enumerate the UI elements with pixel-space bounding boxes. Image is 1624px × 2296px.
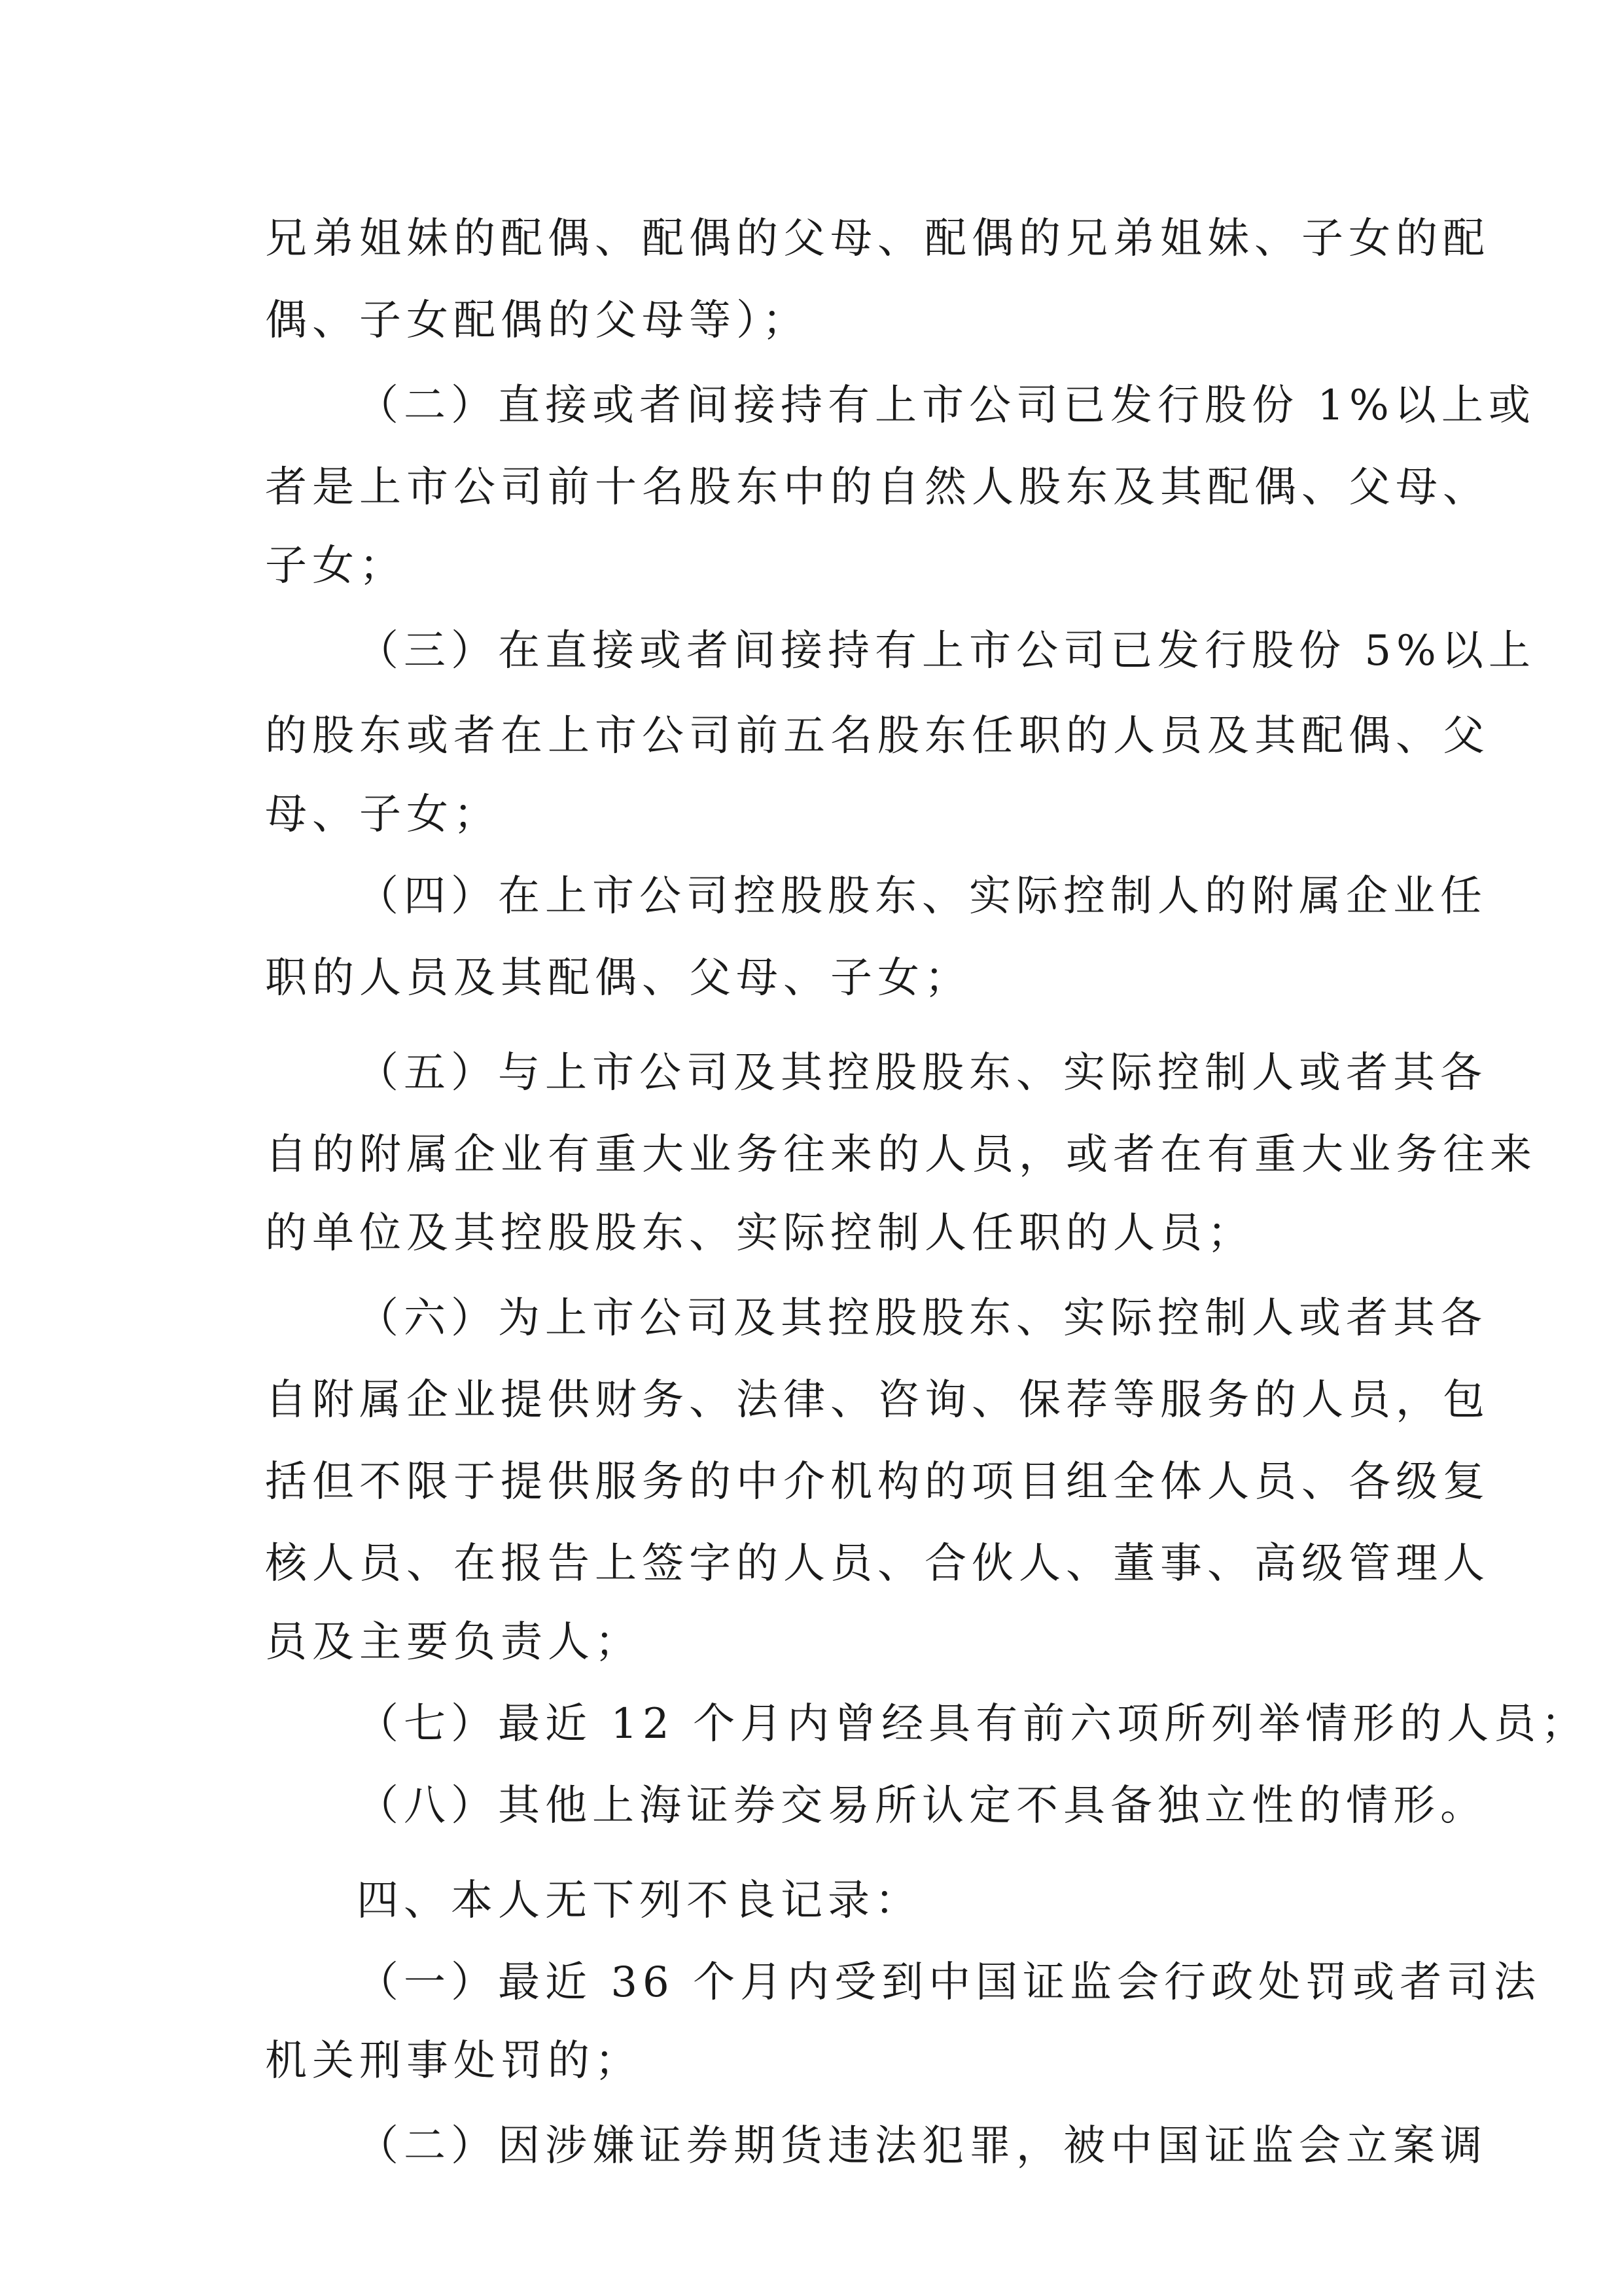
text-line: （六）为上市公司及其控股股东、实际控制人或者其各 [357, 1294, 1487, 1343]
text-line: 员及主要负责人； [265, 1618, 642, 1667]
text-line: 括但不限于提供服务的中介机构的项目组全体人员、各级复 [265, 1458, 1490, 1506]
text-line: 职的人员及其配偶、父母、子女； [265, 954, 972, 1002]
text-line: （四）在上市公司控股股东、实际控制人的附属企业任 [357, 872, 1487, 921]
section-heading: 四、本人无下列不良记录： [357, 1877, 922, 1925]
text-line: 的股东或者在上市公司前五名股东任职的人员及其配偶、父 [265, 712, 1490, 760]
text-line: （八）其他上海证券交易所认定不具备独立性的情形。 [357, 1782, 1487, 1830]
text-line: （七）最近 12 个月内曾经具有前六项所列举情形的人员； [357, 1700, 1589, 1748]
text-line: （二）直接或者间接持有上市公司已发行股份 1%以上或 [357, 381, 1536, 430]
text-line: 自的附属企业有重大业务往来的人员，或者在有重大业务往来 [265, 1131, 1537, 1179]
text-line: 核人员、在报告上签字的人员、合伙人、董事、高级管理人 [265, 1540, 1490, 1588]
text-line: 兄弟姐妹的配偶、配偶的父母、配偶的兄弟姐妹、子女的配 [265, 215, 1490, 263]
text-line: 者是上市公司前十名股东中的自然人股东及其配偶、父母、 [265, 463, 1490, 512]
text-line: 机关刑事处罚的； [265, 2037, 642, 2085]
text-line: （三）在直接或者间接持有上市公司已发行股份 5%以上 [357, 627, 1536, 675]
text-line: 自附属企业提供财务、法律、咨询、保荐等服务的人员，包 [265, 1376, 1490, 1424]
text-line: 的单位及其控股股东、实际控制人任职的人员； [265, 1209, 1254, 1258]
text-line: （五）与上市公司及其控股股东、实际控制人或者其各 [357, 1049, 1487, 1097]
text-line: 子女； [265, 542, 406, 590]
text-line: 偶、子女配偶的父母等）； [265, 296, 809, 345]
text-line: 母、子女； [265, 790, 501, 839]
text-line: （一）最近 36 个月内受到中国证监会行政处罚或者司法 [357, 1958, 1542, 2007]
text-line: （二）因涉嫌证券期货违法犯罪，被中国证监会立案调 [357, 2122, 1487, 2170]
